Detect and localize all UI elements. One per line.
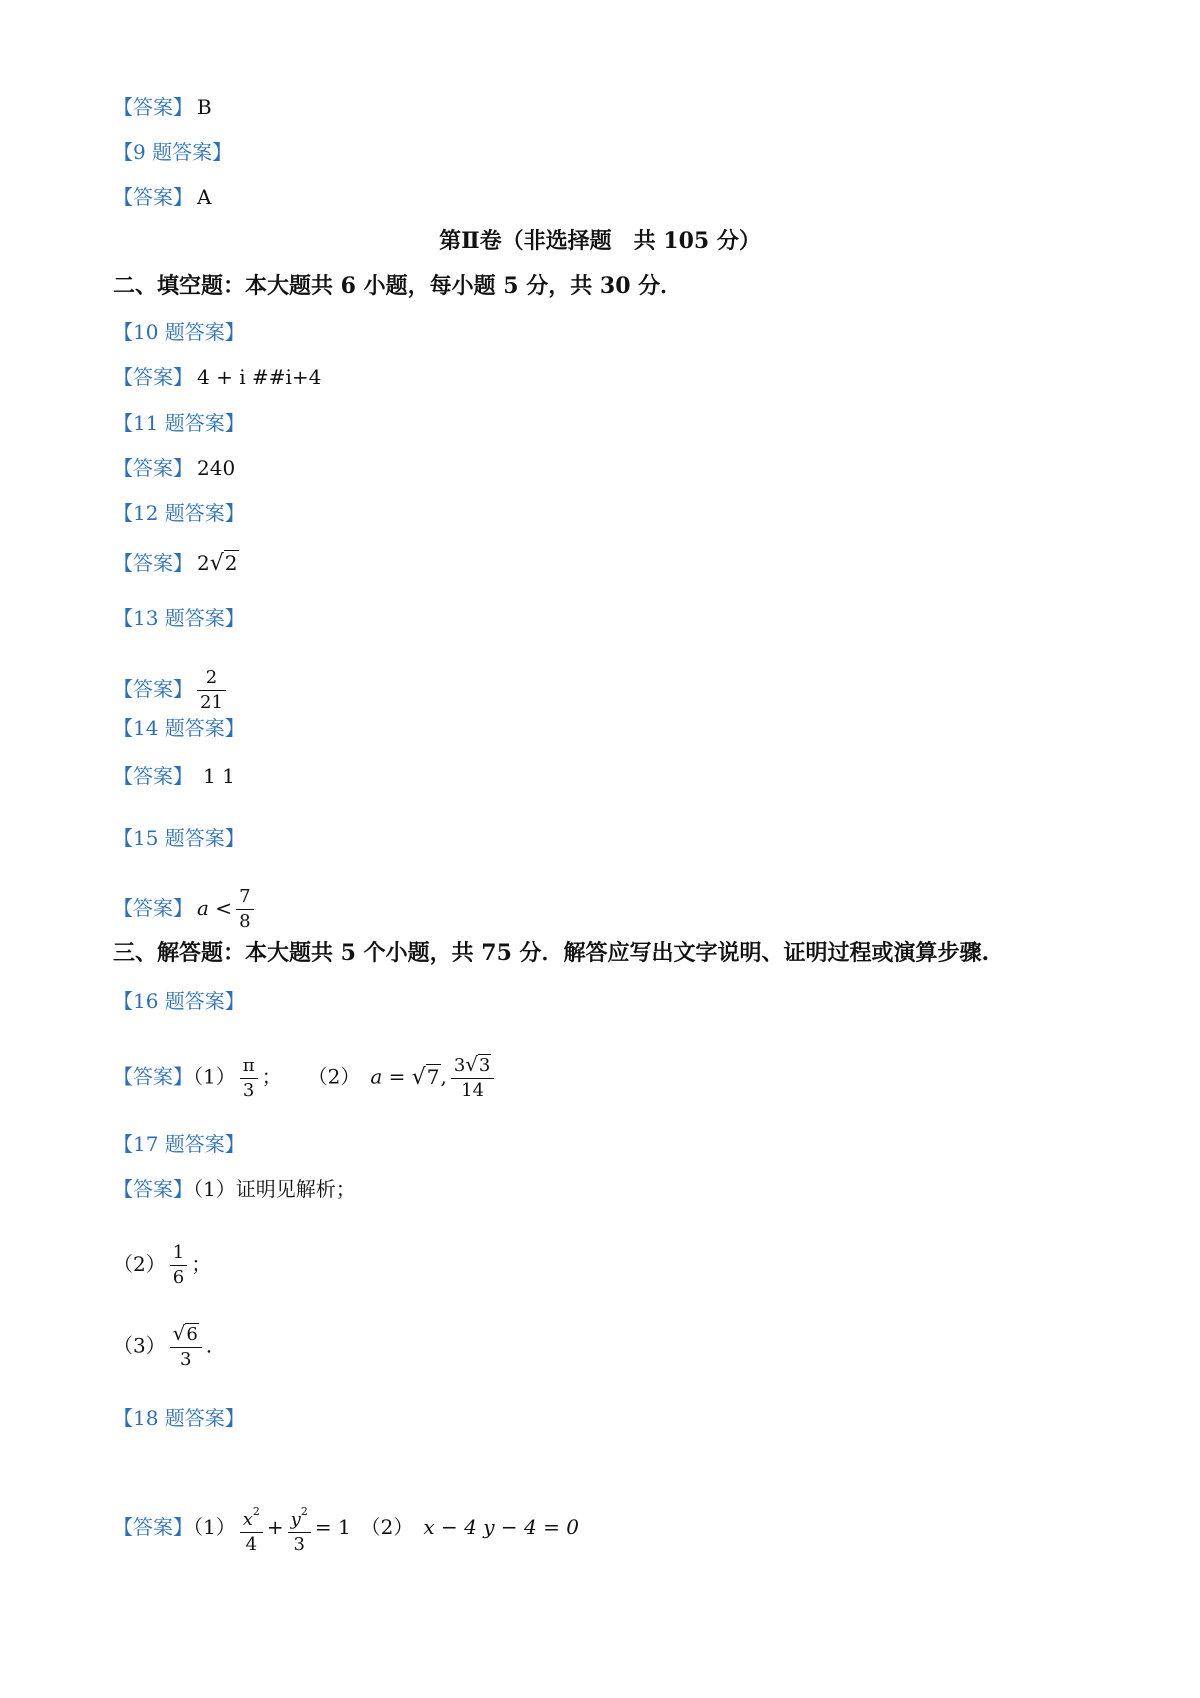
answer-label: 【答案】 bbox=[113, 677, 193, 701]
part-1-text: （1）证明见解析； bbox=[193, 1177, 356, 1201]
numerator-coefficient: 3 bbox=[453, 1055, 466, 1076]
exponent: 2 bbox=[300, 1505, 308, 1518]
part-3-label: （3） bbox=[113, 1333, 166, 1358]
answer-label: 【答案】 bbox=[113, 551, 193, 575]
numerator: 2 bbox=[205, 667, 218, 688]
section-title-fill-blank: 二、填空题：本大题共 6 小题，每小题 5 分，共 30 分． bbox=[113, 273, 683, 299]
question-header-10: 【10 题答案】 bbox=[113, 320, 245, 344]
answer-line-14 bbox=[113, 763, 235, 789]
answer-line-11 bbox=[113, 455, 235, 481]
question-header-14: 【14 题答案】 bbox=[113, 716, 245, 740]
square-root: √3 bbox=[465, 1053, 491, 1076]
less-than: < bbox=[215, 896, 233, 920]
answer-label: 【答案】 bbox=[113, 365, 193, 389]
answer-line-8 bbox=[113, 94, 212, 120]
fraction-pi-over-3 bbox=[240, 1054, 258, 1103]
answer-label: 【答案】 bbox=[113, 896, 193, 920]
variable-y: y bbox=[290, 1509, 301, 1530]
denominator: 3 bbox=[288, 1532, 311, 1557]
fraction bbox=[170, 1241, 187, 1290]
variable-x: x bbox=[242, 1509, 253, 1530]
fraction bbox=[170, 1322, 202, 1372]
answer-line-13 bbox=[113, 666, 230, 715]
answer-value: A bbox=[197, 185, 212, 209]
numerator: π bbox=[242, 1054, 255, 1076]
answer-value: B bbox=[197, 95, 212, 119]
line-equation: x − 4 y − 4 = 0 bbox=[423, 1515, 579, 1539]
variable-a: a bbox=[197, 896, 209, 920]
answer-line-17-part-1 bbox=[113, 1176, 356, 1202]
separator: ； bbox=[261, 1064, 282, 1089]
answer-label: 【答案】 bbox=[113, 456, 193, 480]
numerator: 7 bbox=[239, 886, 251, 907]
answer-label: 【答案】 bbox=[113, 185, 193, 209]
numerator: 1 bbox=[172, 1242, 185, 1263]
denominator: 4 bbox=[240, 1532, 263, 1557]
denominator: 6 bbox=[170, 1265, 187, 1290]
numerator bbox=[240, 1500, 263, 1532]
exponent: 2 bbox=[252, 1505, 260, 1518]
part-2-label: （2） bbox=[307, 1064, 361, 1089]
answer-coefficient: 2 bbox=[197, 551, 210, 575]
question-header-17: 【17 题答案】 bbox=[113, 1132, 245, 1156]
denominator: 8 bbox=[236, 909, 253, 934]
plus: + bbox=[266, 1515, 284, 1539]
period: . bbox=[205, 1333, 213, 1358]
part-2-label: （2） bbox=[113, 1252, 166, 1276]
square-root: √7 bbox=[411, 1064, 440, 1090]
question-header-15: 【15 题答案】 bbox=[113, 826, 245, 850]
answer-line-9 bbox=[113, 184, 211, 210]
denominator: 21 bbox=[197, 690, 226, 715]
answer-label: 【答案】 bbox=[113, 764, 193, 788]
answer-label: 【答案】 bbox=[113, 1177, 193, 1201]
answer-value: 1 1 bbox=[203, 764, 235, 788]
answer-label: 【答案】 bbox=[113, 1515, 193, 1539]
fraction-x-squared-over-4 bbox=[240, 1500, 263, 1557]
comma: , bbox=[440, 1064, 447, 1089]
volume-title: 第Ⅱ卷（非选择题 共 105 分） bbox=[439, 228, 761, 254]
numerator bbox=[451, 1053, 495, 1078]
square-root: √2 bbox=[209, 551, 238, 576]
answer-line-10 bbox=[113, 364, 321, 390]
question-header-13: 【13 题答案】 bbox=[113, 606, 245, 630]
answer-line-15 bbox=[113, 885, 258, 934]
fraction bbox=[236, 885, 253, 934]
answer-line-17-part-2 bbox=[113, 1241, 211, 1290]
numerator bbox=[170, 1322, 202, 1347]
question-header-16: 【16 题答案】 bbox=[113, 989, 245, 1013]
radicand: 2 bbox=[224, 551, 238, 575]
numerator bbox=[288, 1500, 311, 1532]
section-title-solution: 三、解答题：本大题共 5 个小题，共 75 分．解答应写出文字说明、证明过程或演算步骤. bbox=[113, 940, 990, 966]
part-2-label: （2） bbox=[360, 1515, 414, 1539]
answer-line-17-part-3 bbox=[113, 1322, 212, 1372]
part-1-label: （1） bbox=[193, 1064, 236, 1089]
radicand: 3 bbox=[478, 1055, 491, 1076]
question-header-12: 【12 题答案】 bbox=[113, 501, 245, 525]
answer-line-12 bbox=[113, 550, 239, 577]
denominator: 14 bbox=[451, 1078, 495, 1103]
answer-label: 【答案】 bbox=[113, 95, 193, 119]
denominator: 3 bbox=[170, 1347, 202, 1372]
radicand: 7 bbox=[426, 1064, 440, 1089]
equation-rhs: = 1 bbox=[314, 1515, 351, 1539]
fraction-3root3-over-14 bbox=[451, 1053, 495, 1103]
answer-value: 4 + i ##i+4 bbox=[197, 365, 322, 389]
answer-label: 【答案】 bbox=[113, 1064, 193, 1089]
answer-line-16 bbox=[113, 1053, 498, 1103]
question-header-11: 【11 题答案】 bbox=[113, 411, 245, 435]
fraction-y-squared-over-3 bbox=[288, 1500, 311, 1557]
answer-line-18 bbox=[113, 1500, 579, 1557]
answer-value: 240 bbox=[197, 456, 236, 480]
question-header-18: 【18 题答案】 bbox=[113, 1406, 245, 1430]
fraction bbox=[197, 666, 226, 715]
radicand: 6 bbox=[186, 1324, 198, 1345]
equals: = bbox=[388, 1064, 406, 1089]
variable-a: a bbox=[370, 1064, 383, 1089]
square-root: √6 bbox=[172, 1322, 198, 1345]
question-header-9: 【9 题答案】 bbox=[113, 140, 233, 164]
separator: ； bbox=[191, 1252, 212, 1276]
denominator: 3 bbox=[240, 1078, 258, 1103]
part-1-label: （1） bbox=[193, 1515, 236, 1539]
